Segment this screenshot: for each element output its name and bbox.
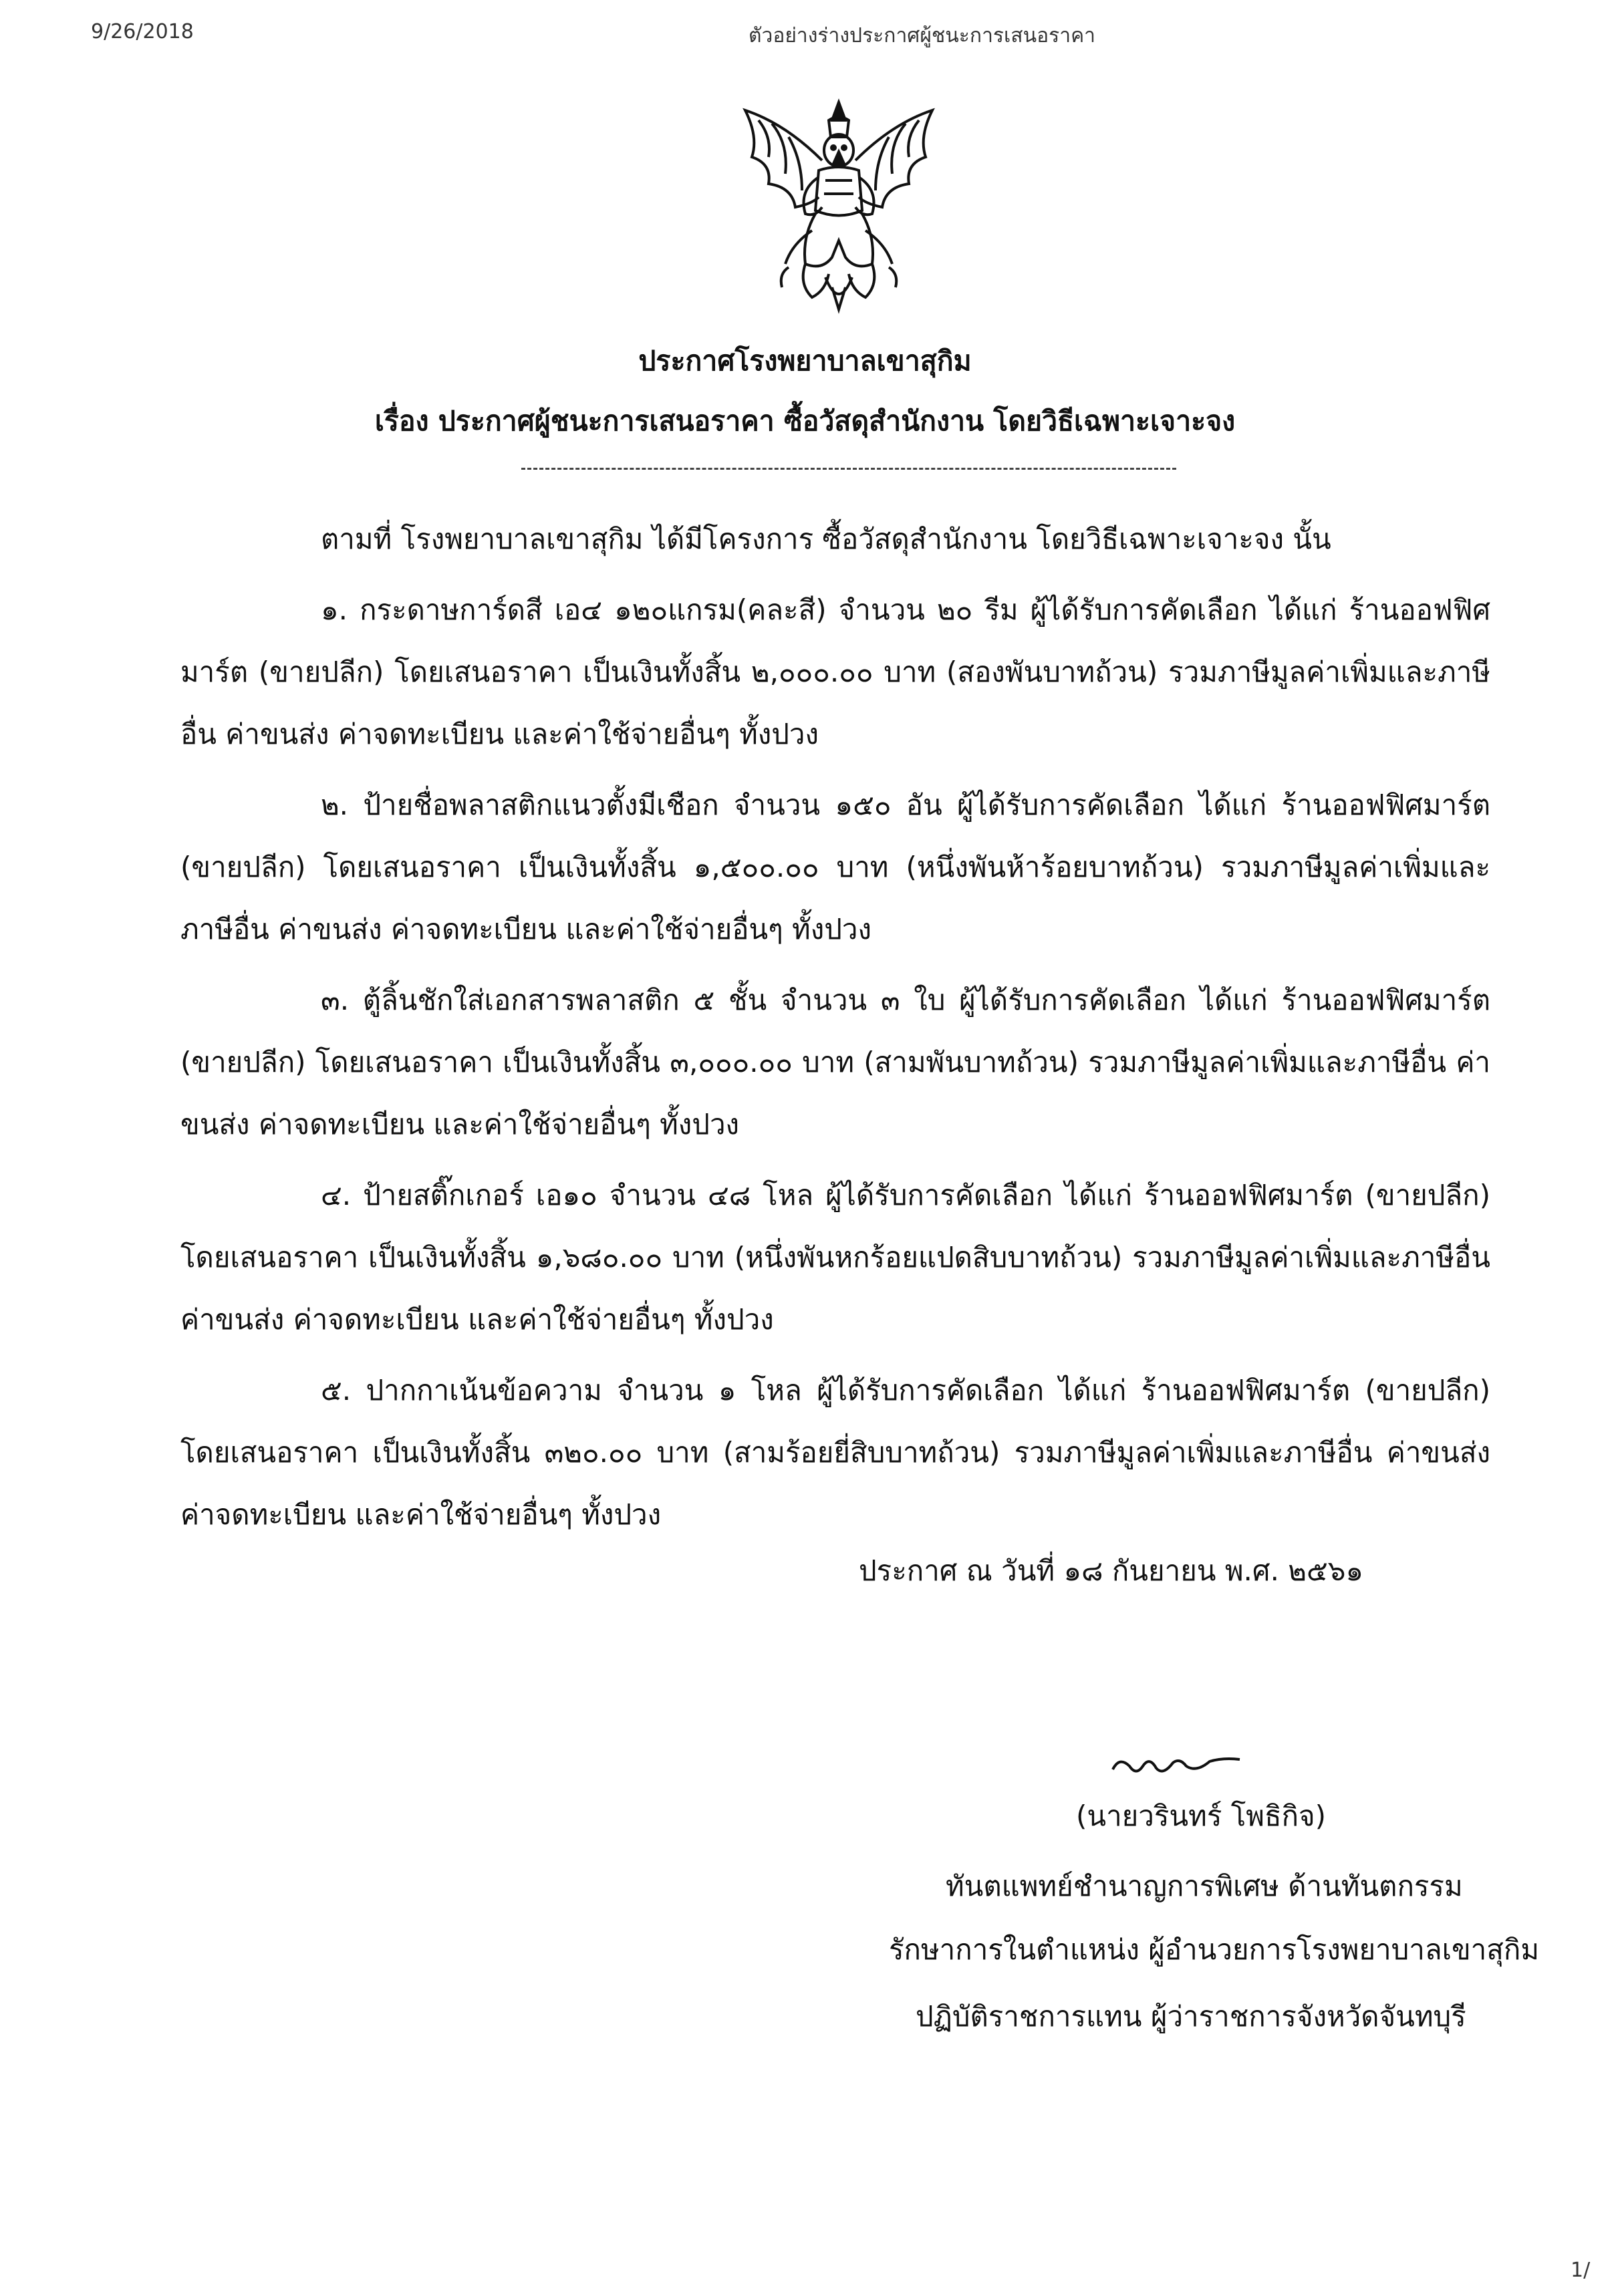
signer-acting-position: รักษาการในตำแหน่ง ผู้อำนวยการโรงพยาบาลเขาสุกิม — [889, 1933, 1540, 1966]
list-item: ๔. ป้ายสติ๊กเกอร์ เอ๑๐ จำนวน ๔๘ โหล ผู้ได้รับการคัดเลือก ได้แก่ ร้านออฟฟิศมาร์ต (ขายปลีก) โดยเสนอราคา เป็นเงินทั้งสิ้น ๑,๖๘๐.๐๐ บาท (หนึ่งพันหกร้อยแปดสิบบาทถ้วน) รวมภาษีมูลค่าเพิ่มและภาษีอื่น ค่าขนส่ง ค่าจดทะเบียน และค่าใช้จ่ายอื่นๆ ทั้งปวง — [180, 1179, 1490, 1336]
print-date: 9/26/2018 — [91, 20, 194, 43]
list-item: ๒. ป้ายชื่อพลาสติกแนวตั้งมีเชือก จำนวน ๑๕๐ อัน ผู้ได้รับการคัดเลือก ได้แก่ ร้านออฟฟิศมาร์ต (ขายปลีก) โดยเสนอราคา เป็นเงินทั้งสิ้น ๑,๕๐๐.๐๐ บาท (หนึ่งพันห้าร้อยบาทถ้วน) รวมภาษีมูลค่าเพิ่มและภาษีอื่น ค่าขนส่ง ค่าจดทะเบียน และค่าใช้จ่ายอื่นๆ ทั้งปวง — [180, 788, 1490, 946]
announcement-date: ประกาศ ณ วันที่ ๑๘ กันยายน พ.ศ. ๒๕๖๑ — [859, 1554, 1364, 1587]
announcement-title: ประกาศโรงพยาบาลเขาสุกิม — [638, 345, 972, 377]
dashed-divider — [521, 468, 1176, 470]
print-header-title: ตัวอย่างร่างประกาศผู้ชนะการเสนอราคา — [749, 24, 1095, 47]
intro-paragraph: ตามที่ โรงพยาบาลเขาสุกิม ได้มีโครงการ ซื้อวัสดุสำนักงาน โดยวิธีเฉพาะเจาะจง นั้น — [321, 523, 1331, 555]
announcement-body — [180, 508, 1490, 1546]
list-item: ๓. ตู้ลิ้นชักใส่เอกสารพลาสติก ๕ ชั้น จำนวน ๓ ใบ ผู้ได้รับการคัดเลือก ได้แก่ ร้านออฟฟิศมาร์ต (ขายปลีก) โดยเสนอราคา เป็นเงินทั้งสิ้น ๓,๐๐๐.๐๐ บาท (สามพันบาทถ้วน) รวมภาษีมูลค่าเพิ่มและภาษีอื่น ค่าขนส่ง ค่าจดทะเบียน และค่าใช้จ่ายอื่นๆ ทั้งปวง — [180, 984, 1490, 1141]
announcement-subject: เรื่อง ประกาศผู้ชนะการเสนอราคา ซื้อวัสดุสำนักงาน โดยวิธีเฉพาะเจาะจง — [374, 405, 1236, 437]
list-item: ๕. ปากกาเน้นข้อความ จำนวน ๑ โหล ผู้ได้รับการคัดเลือก ได้แก่ ร้านออฟฟิศมาร์ต (ขายปลีก) โดยเสนอราคา เป็นเงินทั้งสิ้น ๓๒๐.๐๐ บาท (สามร้อยยี่สิบบาทถ้วน) รวมภาษีมูลค่าเพิ่มและภาษีอื่น ค่าขนส่ง ค่าจดทะเบียน และค่าใช้จ่ายอื่นๆ ทั้งปวง — [180, 1374, 1490, 1531]
signer-position: ทันตแพทย์ชำนาญการพิเศษ ด้านทันตกรรม — [946, 1870, 1463, 1902]
handwritten-signature — [1109, 1743, 1243, 1789]
list-item: ๑. กระดาษการ์ดสี เอ๔ ๑๒๐แกรม(คละสี) จำนวน ๒๐ รีม ผู้ได้รับการคัดเลือก ได้แก่ ร้านออฟฟิศมาร์ต (ขายปลีก) โดยเสนอราคา เป็นเงินทั้งสิ้น ๒,๐๐๐.๐๐ บาท (สองพันบาทถ้วน) รวมภาษีมูลค่าเพิ่มและภาษีอื่น ค่าขนส่ง ค่าจดทะเบียน และค่าใช้จ่ายอื่นๆ ทั้งปวง — [180, 593, 1490, 750]
page-number: 1/ — [1571, 2259, 1591, 2282]
garuda-emblem-icon — [732, 97, 946, 317]
signer-name: (นายวรินทร์ โพธิกิจ) — [1076, 1800, 1327, 1832]
signer-on-behalf: ปฏิบัติราชการแทน ผู้ว่าราชการจังหวัดจันทบุรี — [916, 2000, 1466, 2033]
